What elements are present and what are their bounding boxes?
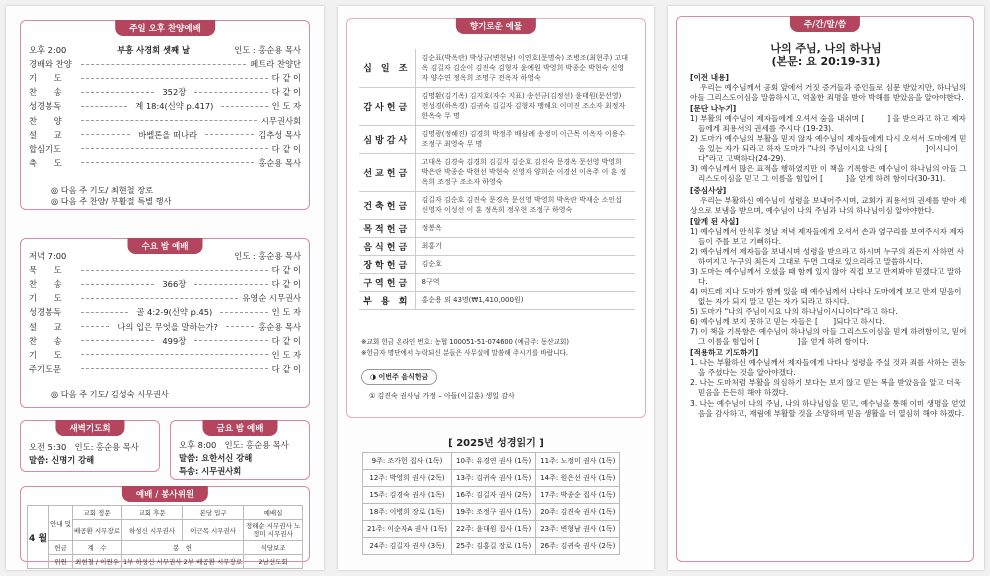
friday-service-title: 금요 밤 예배	[203, 420, 278, 436]
order-row	[29, 348, 301, 362]
order-leader-line	[194, 284, 267, 285]
bible-row	[363, 453, 620, 470]
service-header-cell: 교회 정문	[73, 506, 122, 520]
order-label: 기 도	[29, 293, 62, 304]
friday-sermon: 말씀: 요한서신 강해	[179, 453, 253, 463]
service-cell: 최현철 / 이원우	[73, 555, 122, 569]
offering-names: 8구역	[415, 273, 635, 291]
service-header-cell: 교회 후문	[122, 506, 183, 520]
order-label: 찬 송	[29, 335, 62, 346]
offering-names: 최홍기	[415, 237, 635, 255]
bible-cell: 13주: 김귀숙 권사 (1독)	[451, 470, 535, 487]
bible-cell: 26주: 김귀숙 권사 (2독)	[536, 538, 620, 555]
sunday-notes	[21, 185, 309, 207]
sunday-header-row	[29, 43, 301, 57]
bible-cell: 10주: 유경연 권사 (1독)	[451, 453, 535, 470]
service-header-cell: 예배실	[244, 506, 303, 520]
friday-time: 오후 8:00 인도: 홍순용 목사	[179, 440, 289, 450]
friday-special-song: 특송: 시무권사회	[179, 466, 242, 476]
order-person: 홍순용 목사	[258, 321, 302, 332]
order-person: 인 도 자	[271, 349, 301, 360]
sunday-note: ◎ 다음 주 찬양/ 부활절 특별 행사	[51, 196, 172, 206]
offering-row	[359, 291, 635, 309]
order-person: 시무권사회	[260, 115, 301, 126]
devotion-list-item: 2) 도마가 예수님의 부활을 믿지 않자 예수님이 제자들에게 다시 오셔서 도마에게 믿음 있는 자가 되라고 하자 도마가 "나의 주님이시요 나의 [ ]이시니이다"라고 고백하다(24-29).	[690, 134, 967, 164]
order-row	[29, 291, 301, 305]
order-leader-line	[194, 340, 267, 341]
order-label: 찬 양	[29, 115, 62, 126]
bible-row	[363, 504, 620, 521]
bible-cell: 19주: 조정구 권사 (1독)	[451, 504, 535, 521]
offering-names: 홍순용 외 43명(₩1,410,000원)	[415, 291, 635, 309]
offering-row	[359, 237, 635, 255]
order-row	[29, 128, 301, 142]
food-offering-label: ◑ 이번주 음식헌금	[361, 369, 437, 385]
order-leader-line	[81, 340, 154, 341]
order-leader-line	[81, 106, 127, 107]
devotion-list-item: 6) 예수님께 보지 못하고 믿는 자들은 [ ]되다고 하시다.	[690, 317, 885, 327]
order-detail: 366장	[162, 279, 187, 290]
service-cell: 배공환 시무장로	[73, 520, 122, 541]
devotion-section-heading: [문단 나누기]	[690, 104, 737, 114]
order-person: 다 같 이	[271, 279, 301, 290]
order-person: 유영순 시무권사	[242, 293, 301, 304]
order-leader-line	[226, 326, 254, 327]
devotion-list-item: 7) 이 책을 기록함은 예수님이 하나님의 아들 그리스도이심을 믿게 하려함이고, 믿어 그 이름을 힘입어 [ ]을 얻게 하려 함이다.	[690, 327, 967, 347]
service-committee-box	[20, 486, 310, 566]
service-header-cell: 봉 헌	[122, 541, 244, 555]
order-person: 김추성 목사	[258, 129, 301, 140]
order-leader-line	[81, 162, 254, 163]
order-label: 기 도	[29, 349, 62, 360]
order-leader-line	[81, 312, 128, 313]
offering-row	[359, 125, 635, 153]
offering-account-note: ※헌금자 명단에서 누락되신 분들은 사무실에 말씀해 주시기를 바랍니다.	[361, 349, 569, 357]
bible-row	[363, 487, 620, 504]
order-leader-line	[194, 92, 267, 93]
bible-reading-title: [ 2025년 성경읽기 ]	[448, 438, 544, 449]
sunday-subtitle: 부흥 사경회 셋째 날	[117, 45, 190, 56]
bible-cell: 9주: 조가헌 집사 (1독)	[363, 453, 452, 470]
wednesday-note: ◎ 다음 주 기도/ 김성숙 시무권사	[51, 389, 169, 399]
sunday-leader: 인도 : 홍순용 목사	[234, 45, 301, 56]
offering-row	[359, 219, 635, 237]
order-label: 찬 송	[29, 279, 62, 290]
service-label: 위원	[49, 555, 73, 569]
dawn-sermon: 말씀: 신명기 강해	[29, 455, 95, 465]
order-row	[29, 99, 301, 113]
bible-cell: 25주: 김홍길 장로 (1독)	[451, 538, 535, 555]
page-middle	[338, 6, 654, 570]
order-person: 페트라 찬양단	[250, 59, 301, 70]
offering-row	[359, 273, 635, 291]
service-cell: 2남선도회	[244, 555, 303, 569]
devotion-list-item: 1. 나는 부활하신 예수님께서 제자들에게 나타나 성령을 주실 것과 죄를 사하는 권능을 주셨다는 것을 알아야겠다.	[690, 358, 966, 378]
service-cell: 정해순 시무권사 노정미 시무권사	[244, 520, 303, 541]
order-label: 기 도	[29, 73, 62, 84]
order-detail: 352장	[162, 87, 187, 98]
sunday-note: ◎ 다음 주 기도/ 최현철 장로	[51, 185, 154, 195]
service-header-cell: 본당 입구	[183, 506, 244, 520]
offering-names: 고대옥 김경숙 김경희 김길자 김순호 김진숙 문경옥 문선영 박영희 박은란 박종순 박현선 박현숙 신영자 양희순 이경선 이옥주 이 훈 정옥희 조정구 조소자 하영숙	[415, 153, 635, 191]
devotion-list-item: 1) 부활의 예수님이 제자들에게 오셔서 숨을 내쉬며 [ ] 을 받으라고 하고 제자들에게 죄용서의 권세를 주시다 (19-23).	[690, 114, 966, 134]
offering-category: 선교헌금	[359, 153, 415, 191]
devotion-list-item: 2. 나는 도마처럼 부활을 의심하기 보다는 보지 않고 믿는 복을 받았음을 알고 더욱 믿음을 든든히 해야 하겠다.	[690, 378, 961, 398]
order-leader-line	[81, 354, 268, 355]
order-person: 다 같 이	[271, 87, 301, 98]
wednesday-leader: 인도 : 홍순용 목사	[234, 251, 301, 262]
wednesday-time: 저녁 7:00	[29, 251, 67, 262]
offering-row	[359, 255, 635, 273]
devotion-section-heading: [알게 된 사실]	[690, 216, 739, 226]
offering-row	[359, 87, 635, 125]
offering-category: 건축헌금	[359, 191, 415, 219]
devotion-paragraph: 우리는 부활하신 예수님이 성령을 보내어주시며, 교회가 죄용서의 권세를 받아 세상으로 보냄을 받으며, 예수님이 나의 주님과 나의 하나님이심 알아야한다.	[690, 195, 967, 215]
offering-names: 김순표(박옥란) 박상규(변현남) 이연호(문명숙) 조병조(최현주) 고대옥 김길자 김순이 김진숙 김형자 윤예원 박영희 박종순 박현숙 신영자 양수연 정옥희 조명구 전옥자 하영숙	[415, 49, 635, 87]
dawn-time: 오전 5:30 인도: 홍순용 목사	[29, 442, 139, 452]
bible-cell: 22주: 윤대원 집사 (1독)	[451, 521, 535, 538]
order-label: 성경봉독	[29, 101, 62, 112]
order-detail: 계 18:4(신약 p.417)	[135, 101, 214, 112]
order-row	[29, 263, 301, 277]
offering-category: 장학헌금	[359, 255, 415, 273]
devotion-list-item: 3) 도마는 예수님께서 오셨을 때 함께 있지 않아 직접 보고 만져봐야 믿겠다고 말하다.	[690, 266, 962, 286]
order-label: 경배와 찬양	[29, 59, 72, 70]
dawn-prayer-box	[20, 420, 160, 472]
offering-row	[359, 153, 635, 191]
order-leader-line	[220, 312, 267, 313]
sunday-order	[29, 43, 301, 170]
offering-names: 김명광(정혜진) 김경희 박정주 배삼례 송정미 이근목 이옥자 이용수 조정구 최영숙 무 명	[415, 125, 635, 153]
order-leader-line	[81, 270, 268, 271]
offering-category: 구역헌금	[359, 273, 415, 291]
order-leader-line	[81, 368, 268, 369]
wednesday-order	[29, 249, 301, 376]
order-person: 다 같 이	[271, 265, 301, 276]
bible-cell: 16주: 김길자 권사 (2독)	[451, 487, 535, 504]
order-row	[29, 277, 301, 291]
order-leader-line	[221, 106, 267, 107]
order-leader-line	[81, 134, 130, 135]
order-label: 축 도	[29, 157, 62, 168]
friday-service-box	[170, 420, 310, 480]
order-leader-line	[205, 134, 254, 135]
order-leader-line	[81, 298, 238, 299]
devotion-list-item: 3. 나는 예수님이 나의 주님, 나의 하나님임을 믿고, 예수님을 통해 이미 생명을 얻었음을 감사하고, 재림에 부활할 것을 소망하며 믿음 생활을 더 열심히 해야 하겠다.	[690, 398, 966, 418]
order-row	[29, 85, 301, 99]
offering-category: 목적헌금	[359, 219, 415, 237]
bible-cell: 12주: 박영희 권사 (2독)	[363, 470, 452, 487]
offering-table	[359, 49, 635, 310]
service-header-cell: 식당보조	[244, 541, 303, 555]
page-right	[668, 6, 984, 570]
offering-category: 심방감사	[359, 125, 415, 153]
offering-row	[359, 191, 635, 219]
order-row	[29, 71, 301, 85]
wednesday-notes	[21, 389, 309, 400]
devotion-section-heading: [중심사상]	[690, 185, 727, 195]
offering-row	[359, 49, 635, 87]
devotion-section-heading: [적용하고 기도하기]	[690, 348, 759, 358]
order-row	[29, 362, 301, 376]
order-detail: 499장	[162, 335, 187, 346]
wednesday-service-title: 수요 밤 예배	[128, 238, 203, 254]
devotion-list-item: 3) 예수님께서 많은 표적을 행하였지만 이 책을 기록함은 예수님이 하나님의 아들 그리스도이심을 믿고 그 이름을 힘입어 [ ]을 얻게 하려 함이다(30-31).	[690, 164, 967, 184]
order-leader-line	[81, 64, 246, 65]
order-label: 찬 송	[29, 87, 62, 98]
devotion-section-heading: [이전 내용]	[690, 73, 729, 82]
offering-category: 감사헌금	[359, 87, 415, 125]
service-header-cell: 계 수	[73, 541, 122, 555]
order-leader-line	[81, 78, 268, 79]
sunday-service-title: 주일 오후 찬양예배	[115, 20, 215, 36]
bible-row	[363, 538, 620, 555]
offering-account: ※교회 헌금 온라인 번호: 농협 100051-51-074600 (예금주: 동산교회)	[361, 338, 569, 346]
devotion-list-item: 4) 여드레 지나 도마가 함께 있을 때 예수님께서 나타나 도마에게 보고 만져 믿음이 없는 자가 되지 말고 믿는 자가 되라고 하시다.	[690, 286, 962, 307]
order-label: 설 교	[29, 129, 62, 140]
offering-names: 김순호	[415, 255, 635, 273]
bible-cell: 17주: 박종순 집사 (1독)	[536, 487, 620, 504]
sunday-time: 오후 2:00	[29, 45, 67, 56]
devotion-list-item: 5) 도마가 "나의 주님이시요 나의 하나님이시니이다"라고 하다.	[690, 307, 898, 317]
devotion-reference: (본문: 요 20:19-31)	[771, 55, 881, 68]
offering-names: 정봉옥	[415, 219, 635, 237]
service-committee-title: 예배 / 봉사위원	[122, 486, 208, 502]
wednesday-service-box	[20, 238, 310, 408]
order-row	[29, 334, 301, 348]
order-person: 다 같 이	[271, 73, 301, 84]
bible-reading-table	[362, 452, 620, 555]
order-label: 설 교	[29, 321, 62, 332]
order-leader-line	[81, 120, 257, 121]
bible-cell: 23주: 변형남 권사 (1독)	[536, 521, 620, 538]
bible-cell: 21주: 이순자A 권사 (1독)	[363, 521, 452, 538]
bible-row	[363, 521, 620, 538]
order-row	[29, 113, 301, 127]
devotion-content	[690, 72, 970, 419]
dawn-prayer-title: 새벽기도회	[55, 420, 124, 436]
order-person: 인 도 자	[271, 307, 301, 318]
order-person: 홍순용 목사	[258, 157, 301, 168]
service-cell: 이근목 시무권사	[183, 520, 244, 541]
order-label: 성경봉독	[29, 307, 62, 318]
order-leader-line	[81, 148, 268, 149]
offering-box	[346, 18, 646, 418]
bible-cell: 18주: 이병희 장로 (1독)	[363, 504, 452, 521]
order-row	[29, 156, 301, 170]
service-label: 헌금	[49, 541, 73, 555]
order-row	[29, 319, 301, 333]
bible-row	[363, 470, 620, 487]
offering-title: 향기로운 예물	[456, 18, 536, 34]
offering-names: 김길자 김순호 김진숙 문경옥 문선영 박영희 박옥란 박재순 소인섭 신영자 이성선 이 훈 정옥희 정우현 조정구 하영숙	[415, 191, 635, 219]
devotion-list-item: 1) 예수님께서 안식후 첫날 저녁 제자들에게 오셔서 손과 옆구리를 보여주시자 제자들이 주를 보고 기뻐하다.	[690, 226, 965, 246]
order-label: 주기도문	[29, 363, 62, 374]
page-left	[6, 6, 324, 570]
offering-category: 부 용 회	[359, 291, 415, 309]
order-leader-line	[81, 92, 154, 93]
service-cell: 하성신 시무권사	[122, 520, 183, 541]
order-person: 인 도 자	[271, 101, 301, 112]
devotion-list-item: 2) 예수님께서 제자들을 보내시며 성령을 받으라고 하시며 누구의 죄든지 사하면 사하여지고 누구의 죄든지 그대로 두면 그대로 있으리라고 말씀하시다.	[690, 246, 965, 266]
order-label: 합심기도	[29, 143, 62, 154]
service-cell: 1부 하성신 시무권사 2부 배공환 시무장로	[122, 555, 244, 569]
order-person: 다 같 이	[271, 363, 301, 374]
offering-category: 음식헌금	[359, 237, 415, 255]
order-detail: 바벨론을 떠나라	[138, 129, 198, 140]
offering-category: 십 일 조	[359, 49, 415, 87]
devotion-title: 나의 주님, 나의 하나님	[770, 42, 882, 55]
order-person: 다 같 이	[271, 143, 301, 154]
order-row	[29, 142, 301, 156]
sunday-service-box	[20, 20, 310, 210]
bible-cell: 11주: 노정미 권사 (1독)	[536, 453, 620, 470]
order-leader-line	[81, 284, 154, 285]
bible-cell: 14주: 원은선 권사 (1독)	[536, 470, 620, 487]
service-table	[27, 505, 303, 569]
food-offering-text: ① 김진숙 권사님 가정 – 아들(이길훈) 생일 감사	[369, 392, 515, 400]
order-leader-line	[81, 326, 109, 327]
devotion-header: 주/간/말/씀	[790, 16, 860, 32]
order-detail: 나의 입은 무엇을 말하는가?	[117, 321, 218, 332]
service-label: 안내 및	[49, 506, 73, 541]
bible-cell: 15주: 김경숙 권사 (1독)	[363, 487, 452, 504]
order-label: 묵 도	[29, 265, 62, 276]
offering-names: 김명환(김기옥) 김지호(자수 지표) 송선규(김정선) 윤태원(문선영) 전성경(하옥경) 김귀숙 김길자 김형자 맹해요 이미진 조소자 최정자 한옥숙 무 명	[415, 87, 635, 125]
order-detail: 골 4:2-9(신약 p.45)	[136, 307, 213, 318]
bible-cell: 24주: 김길자 권사 (3독)	[363, 538, 452, 555]
order-person: 다 같 이	[271, 335, 301, 346]
devotion-paragraph: 우리는 예수님께서 공회 앞에서 거짓 증거들과 증인들로 심문 받았지만, 하나님의 아들 그리스도이심을 말씀하시고, 억울한 죄명을 받아 박해를 받았음을 알아야한다.	[690, 83, 967, 103]
bible-cell: 20주: 김진숙 권사 (1독)	[536, 504, 620, 521]
order-row	[29, 57, 301, 71]
order-row	[29, 305, 301, 319]
wednesday-header-row	[29, 249, 301, 263]
service-month: 4 월	[28, 506, 49, 569]
